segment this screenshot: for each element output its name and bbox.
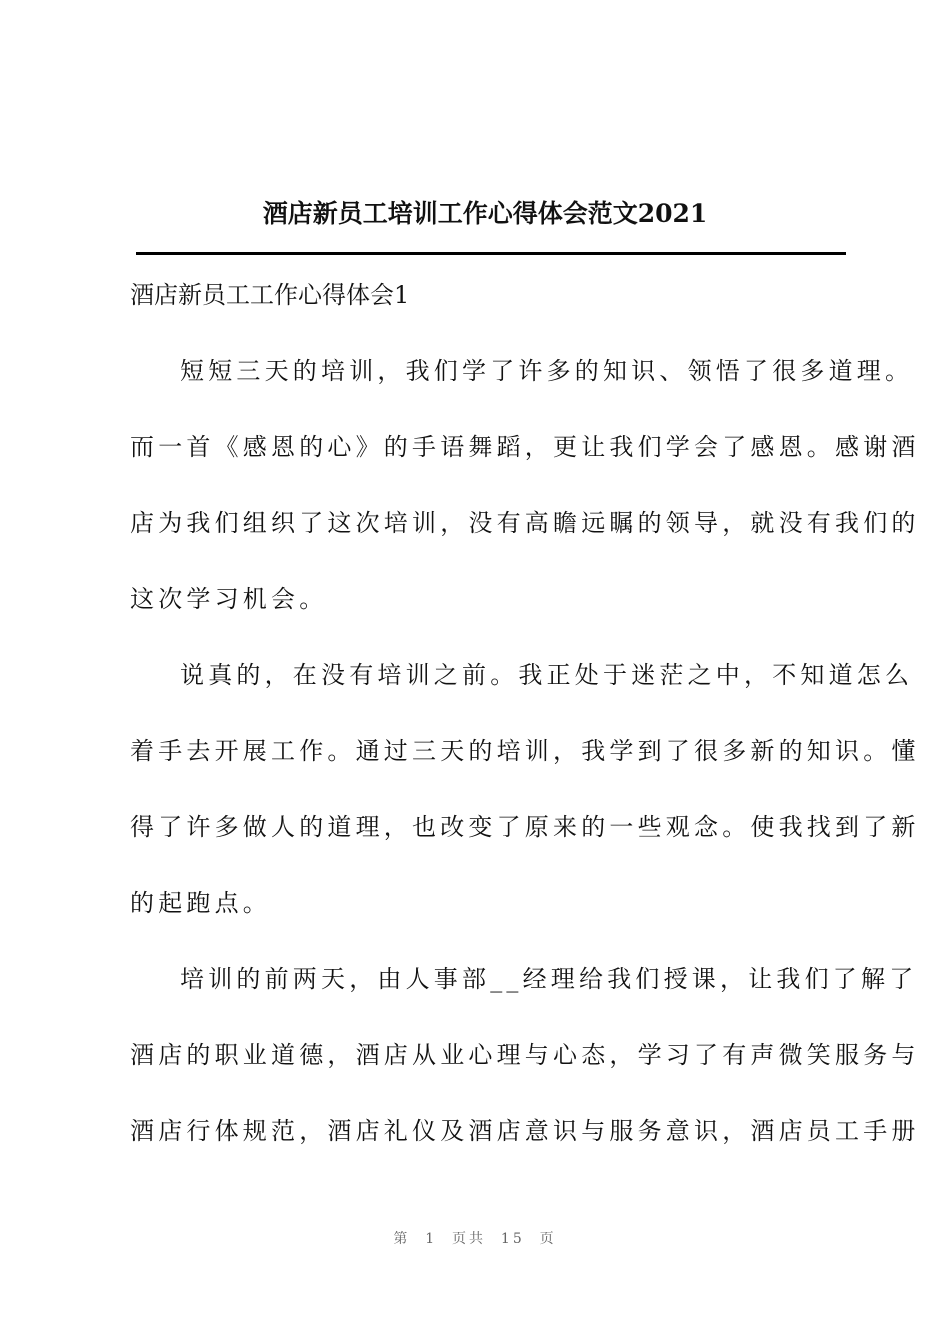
paragraph-line: 短短三天的培训，我们学了许多的知识、领悟了很多道理。 [180,357,914,385]
paragraph-line: 得了许多做人的道理，也改变了原来的一些观念。使我找到了新 [130,813,920,841]
paragraph-2 [130,650,920,929]
section-heading: 酒店新员工工作心得体会1 [130,281,410,309]
paragraph-line: 这次学习机会。 [130,585,328,613]
paragraph-line: 酒店的职业道德，酒店从业心理与心态，学习了有声微笑服务与 [130,1041,920,1069]
paragraph-line: 培训的前两天，由人事部__经理给我们授课，让我们了解了 [180,965,918,993]
paragraph-line: 的起跑点。 [130,889,271,917]
title-underline [136,252,846,255]
paragraph-line: 着手去开展工作。通过三天的培训，我学到了很多新的知识。懂 [130,737,920,765]
paragraph-1 [130,346,920,625]
document-title: 酒店新员工培训工作心得体会范文2021 [262,199,708,228]
page-number-footer: 第 1 页共 15 页 [393,1231,557,1247]
paragraph-line: 酒店行体规范，酒店礼仪及酒店意识与服务意识，酒店员工手册 [130,1117,920,1145]
document-body [130,270,920,1157]
paragraph-line: 说真的，在没有培训之前。我正处于迷茫之中，不知道怎么 [180,661,914,689]
paragraph-3 [130,954,920,1157]
paragraph-line: 店为我们组织了这次培训，没有高瞻远瞩的领导，就没有我们的 [130,509,920,537]
paragraph-line: 而一首《感恩的心》的手语舞蹈，更让我们学会了感恩。感谢酒 [130,433,920,461]
